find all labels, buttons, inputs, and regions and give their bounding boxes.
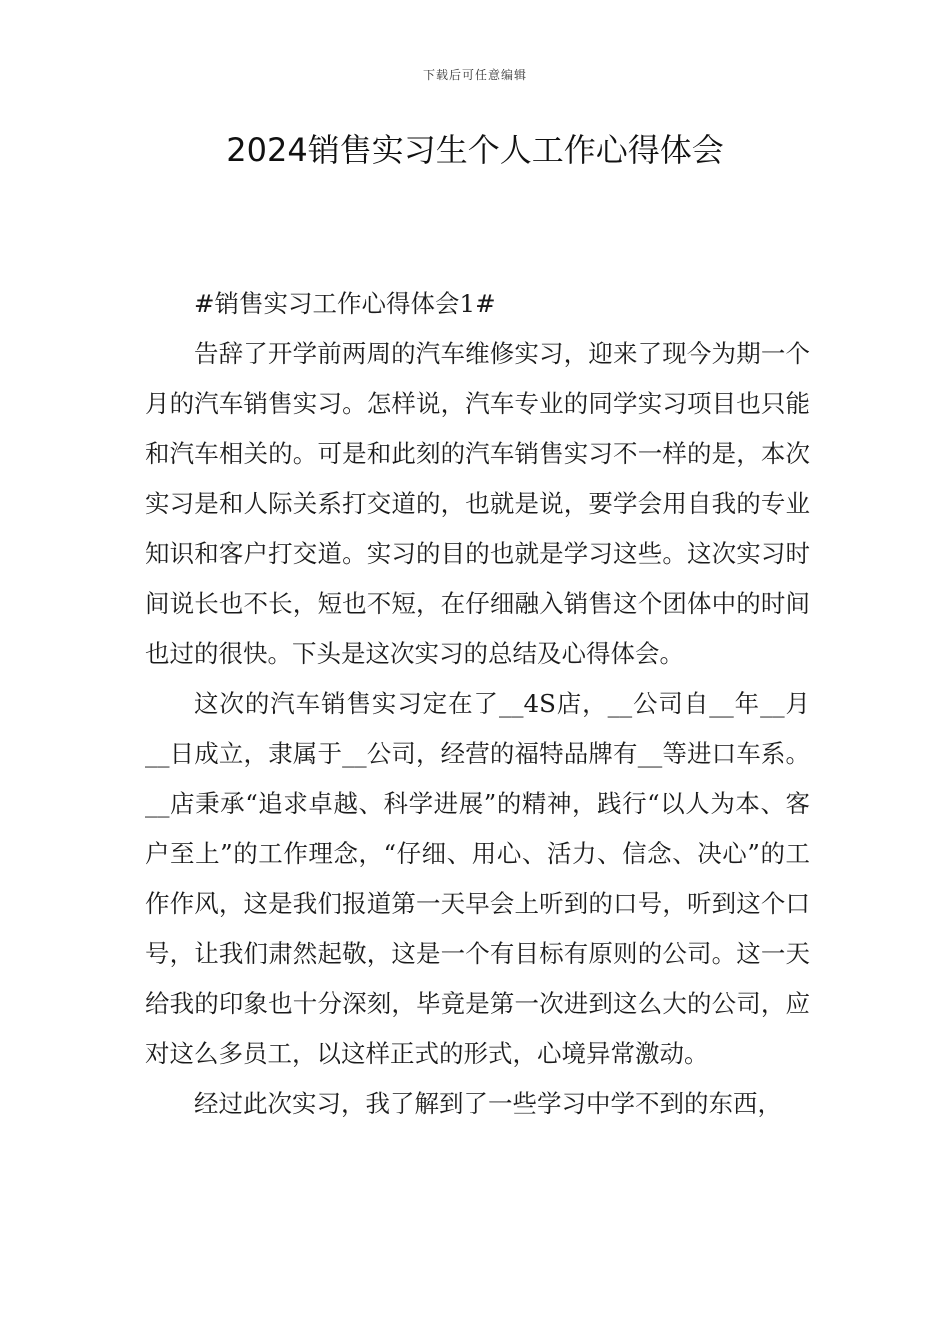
paragraph: 经过此次实习，我了解到了一些学习中学不到的东西，	[194, 1089, 782, 1118]
header-note: 下载后可任意编辑	[422, 68, 527, 82]
document-body	[145, 279, 810, 1129]
paragraph: 告辞了开学前两周的汽车维修实习，迎来了现今为期一个月的汽车销售实习。怎样说，汽车专业的同学实习项目也只能和汽车相关的。可是和此刻的汽车销售实习不一样的是，本次实习是和人际关系打交道的，也就是说，要学会用自我的专业知识和客户打交道。实习的目的也就是学习这些。这次实习时间说长也不长，短也不短，在仔细融入销售这个团体中的时间也过的很快。下头是这次实习的总结及心得体会。	[145, 339, 810, 668]
paragraph: 这次的汽车销售实习定在了__4S店，__公司自__年__月__日成立，隶属于__公司，经营的福特品牌有__等进口车系。__店秉承“追求卓越、科学进展”的精神，践行“以人为本、客户至上”的工作理念，“仔细、用心、活力、信念、决心”的工作作风，这是我们报道第一天早会上听到的口号，听到这个口号，让我们肃然起敬，这是一个有目标有原则的公司。这一天给我的印象也十分深刻，毕竟是第一次进到这么大的公司，应对这么多员工，以这样正式的形式，心境异常激动。	[145, 689, 810, 1068]
page-title: 2024销售实习生个人工作心得体会	[226, 131, 724, 169]
section-heading: #销售实习工作心得体会1#	[194, 289, 496, 318]
